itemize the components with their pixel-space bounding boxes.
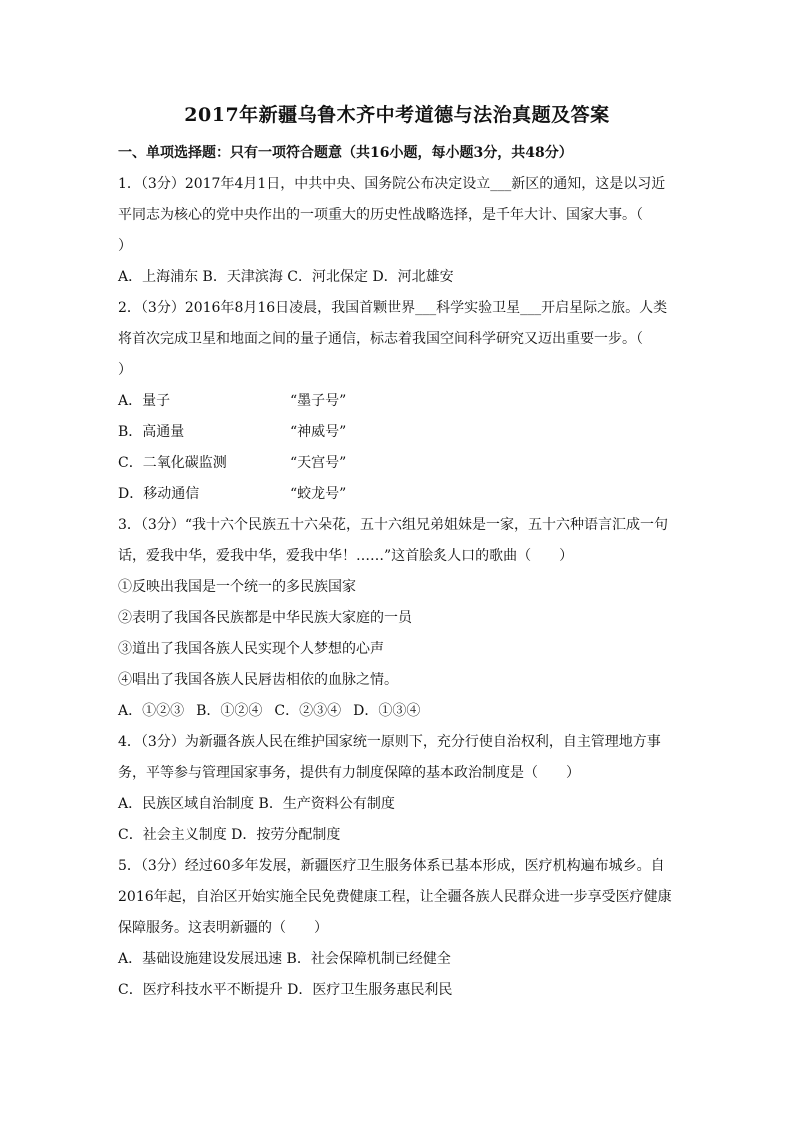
question-2-text-line: 2．（3分）2016年8月16日凌晨，我国首颗世界___科学实验卫星___开启星际之旅。人类: [118, 300, 668, 316]
question-1-text-line: 平同志为核心的党中央作出的一项重大的历史性战略选择，是千年大计、国家大事。（: [118, 207, 643, 223]
option-field: D．移动通信: [118, 486, 200, 502]
question-5-text-line: 2016年起，自治区开始实施全民免费健康工程，让全疆各族人民群众进一步享受医疗健康: [118, 889, 672, 905]
option-field: B．高通量: [118, 424, 185, 440]
question-3-text-line: 话，爱我中华，爱我中华，爱我中华！……”这首脍炙人口的歌曲（ ）: [118, 548, 574, 564]
option-satellite: “天宫号”: [290, 455, 347, 471]
question-3-text-line: 3．（3分）“我十六个民族五十六朵花，五十六组兄弟姐妹是一家，五十六种语言汇成一句: [118, 517, 668, 533]
option-c: C．②③④: [274, 703, 342, 719]
question-4-text-line: 4．（3分）为新疆各族人民在维护国家统一原则下，充分行使自治权利，自主管理地方事: [118, 734, 661, 750]
option-b: B．①②④: [196, 703, 263, 719]
option-satellite: “蛟龙号”: [290, 486, 347, 502]
question-1-text-line: ）: [118, 238, 132, 254]
option-field: A．量子: [118, 393, 171, 409]
question-3-options: [118, 696, 676, 727]
option-satellite: “神威号”: [290, 424, 347, 440]
question-1-text-line: 1．（3分）2017年4月1日，中共中央、国务院公布决定设立___新区的通知，这是以习近: [118, 176, 666, 192]
question-3-statement: ②表明了我国各民族都是中华民族大家庭的一员: [118, 610, 412, 626]
question-3: [118, 510, 676, 727]
question-1: [118, 169, 676, 293]
question-2-text-line: 将首次完成卫星和地面之间的量子通信，标志着我国空间科学研究又迈出重要一步。（: [118, 331, 643, 347]
question-2-option: [118, 417, 676, 448]
document-title: 2017年新疆乌鲁木齐中考道德与法治真题及答案: [184, 104, 610, 126]
question-4-options: C．社会主义制度 D．按劳分配制度: [118, 827, 341, 843]
question-1-options: A．上海浦东 B．天津滨海 C．河北保定 D．河北雄安: [118, 269, 454, 285]
question-5: [118, 851, 676, 1006]
question-2-option: [118, 479, 676, 510]
option-a: A．①②③: [118, 703, 185, 719]
question-4-options: A．民族区域自治制度 B．生产资料公有制度: [118, 796, 395, 812]
question-3-statement: ③道出了我国各族人民实现个人梦想的心声: [118, 641, 384, 657]
question-3-statement: ④唱出了我国各族人民唇齿相依的血脉之情。: [118, 672, 398, 688]
question-5-text-line: 保障服务。这表明新疆的（ ）: [118, 920, 328, 936]
question-5-options: A．基础设施建设发展迅速 B．社会保障机制已经健全: [118, 951, 451, 967]
option-satellite: “墨子号”: [290, 393, 347, 409]
question-2-text-line: ）: [118, 362, 132, 378]
section-heading: 一、单项选择题：只有一项符合题意（共16小题，每小题3分，共48分）: [118, 145, 573, 161]
question-3-statement: ①反映出我国是一个统一的多民族国家: [118, 579, 356, 595]
option-field: C．二氧化碳监测: [118, 455, 227, 471]
option-d: D．①③④: [353, 703, 421, 719]
question-4: [118, 727, 676, 851]
question-4-text-line: 务，平等参与管理国家事务，提供有力制度保障的基本政治制度是（ ）: [118, 765, 580, 781]
question-5-text-line: 5．（3分）经过60多年发展，新疆医疗卫生服务体系已基本形成，医疗机构遍布城乡。自: [118, 858, 665, 874]
question-2: [118, 293, 676, 510]
question-2-option: [118, 386, 676, 417]
question-5-options: C．医疗科技水平不断提升 D．医疗卫生服务惠民利民: [118, 982, 453, 998]
question-2-option: [118, 448, 676, 479]
